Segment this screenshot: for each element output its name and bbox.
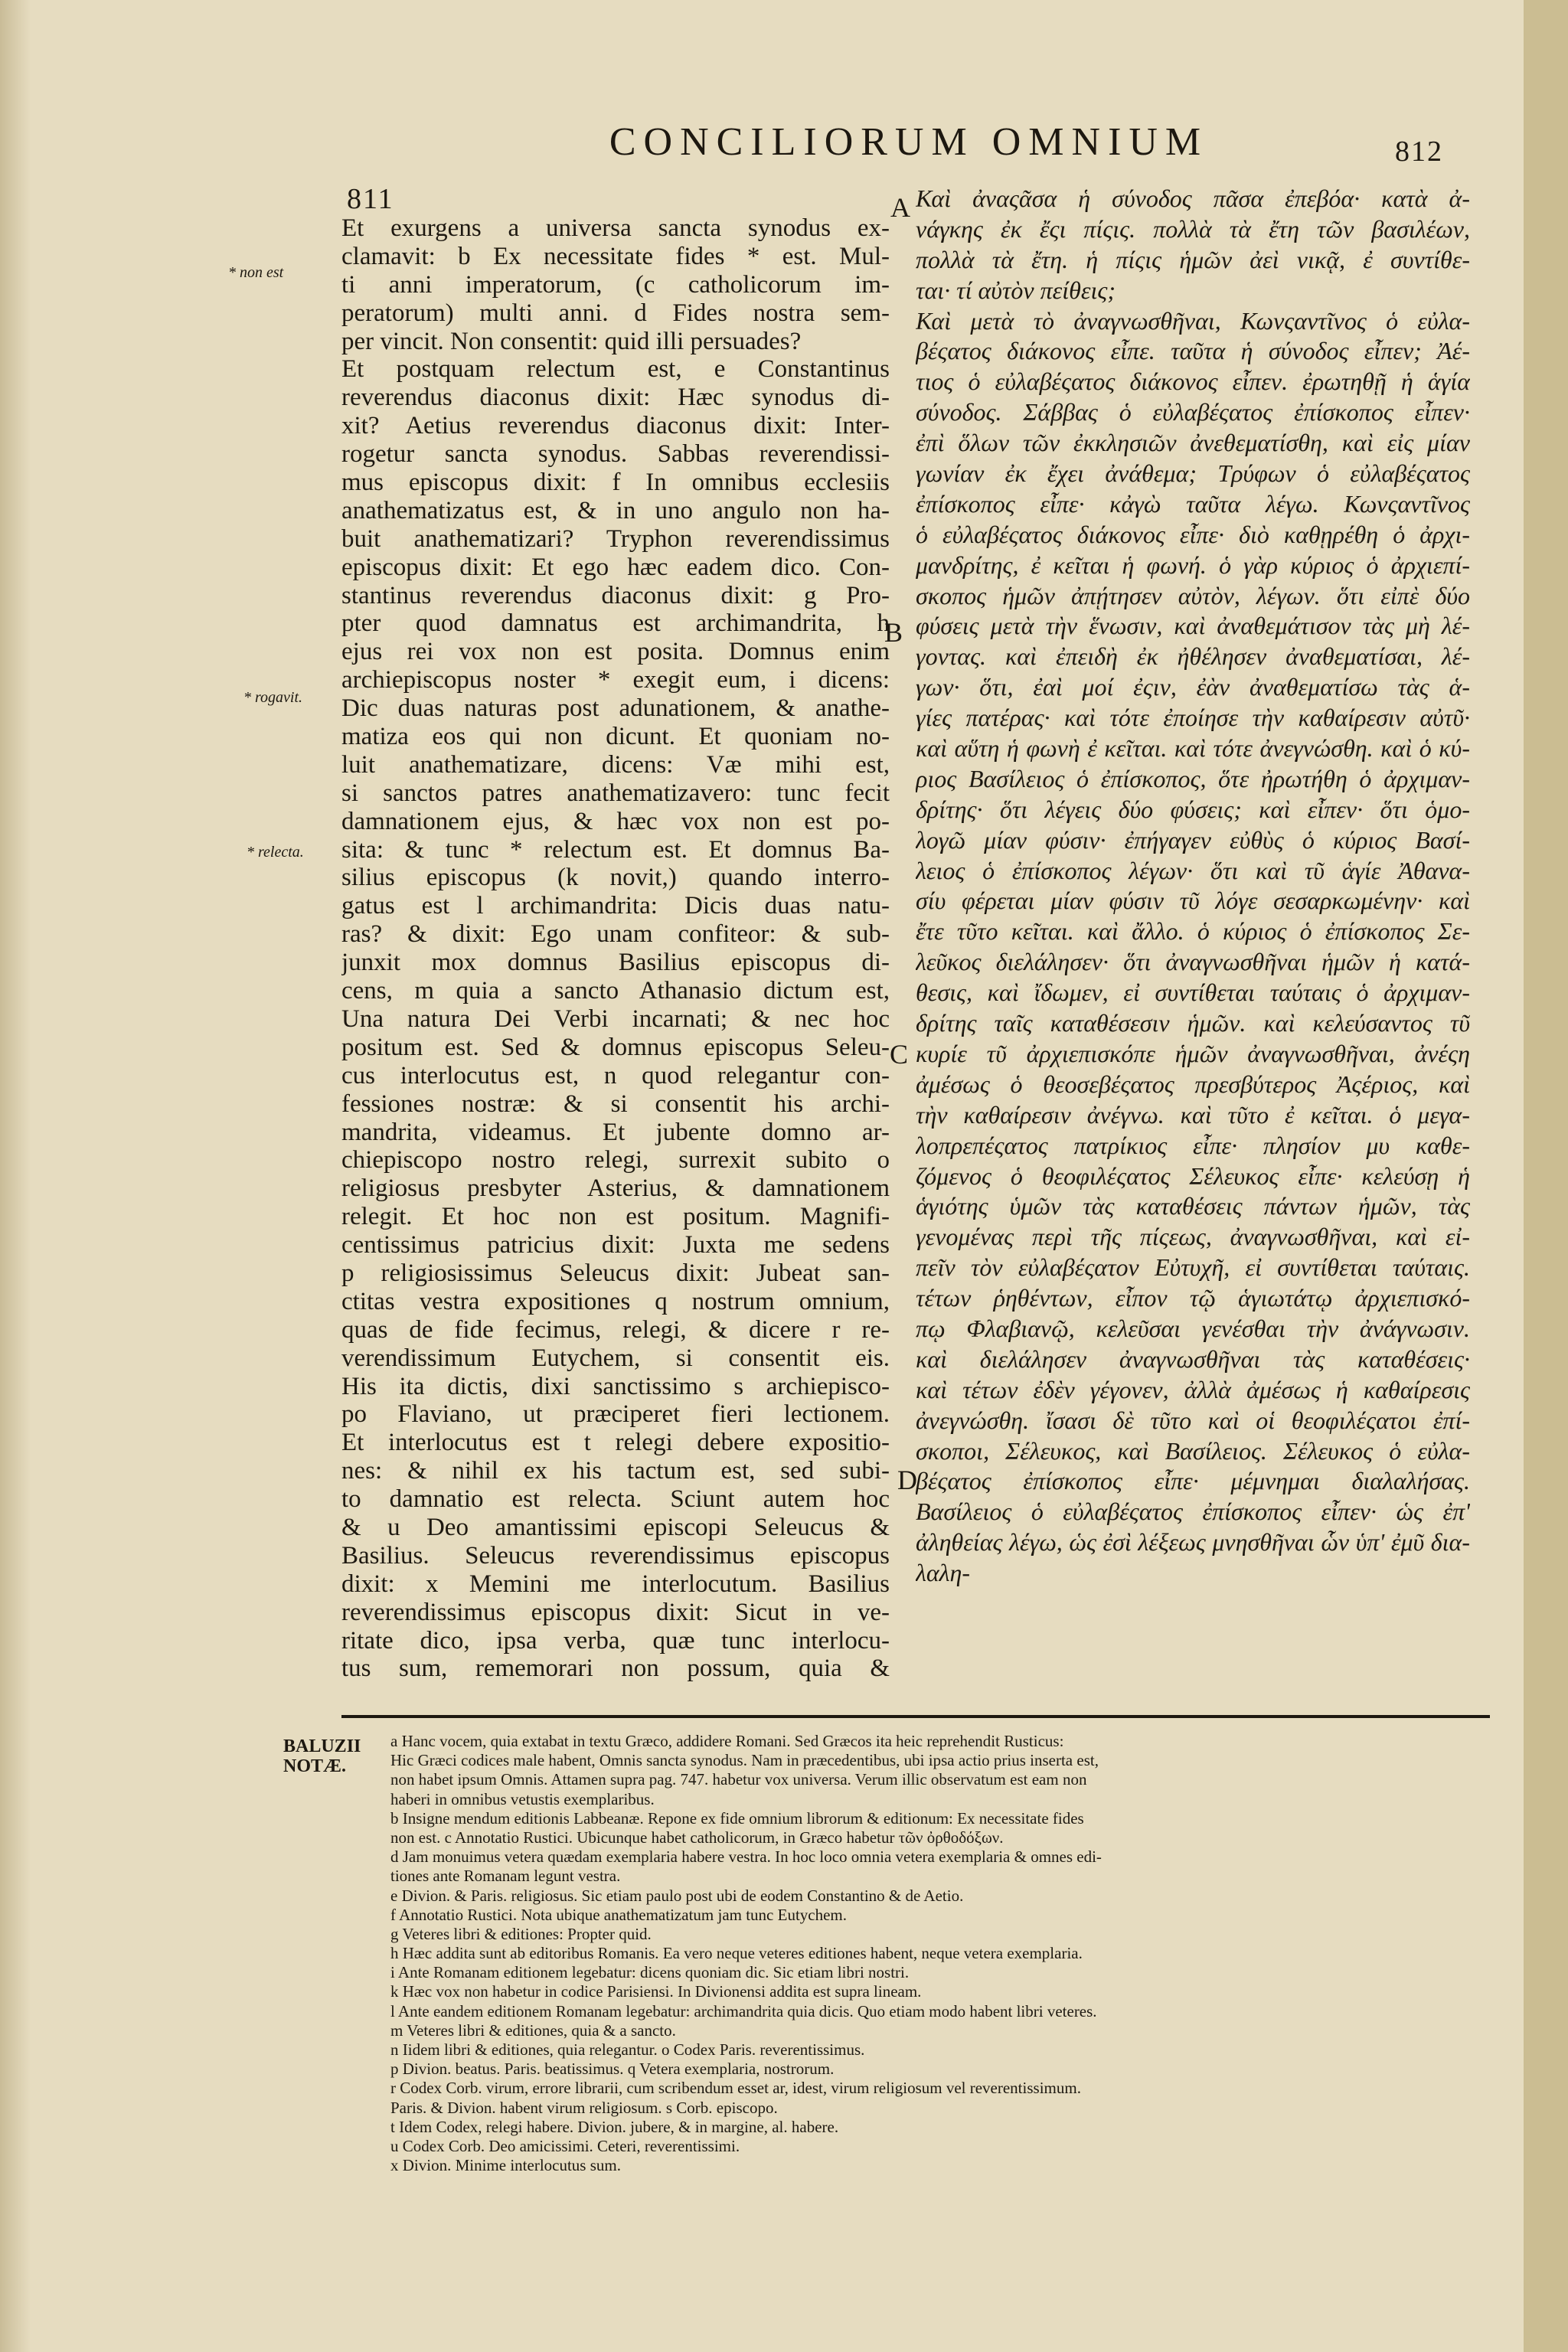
text-line: dixit: x Memini me interlocutum. Basilius (341, 1570, 890, 1598)
text-line: & u Deo amantissimi episcopi Seleucus & (341, 1513, 890, 1541)
text-line: archiepiscopus noster * exegit eum, i dicens: (341, 666, 890, 694)
binding-shadow (0, 0, 31, 2352)
text-line: verendissimum Eutychem, si consentit eis. (341, 1344, 890, 1372)
footnote: l Ante eandem editionem Romanam legebatur: archimandrita quia dicis. Quo etiam modo habent libri veteres. (390, 2001, 1097, 2020)
footnote: non habet ipsum Omnis. Attamen supra pag. 747. habetur vox universa. Verum illic observatum est eam non (390, 1770, 1087, 1789)
text-line: peratorum) multi anni. d Fides nostra sem- (341, 299, 890, 327)
text-line: Καὶ μετὰ τὸ ἀναγνωσθῆναι, Κωνςαντῖνος ὁ εὐλα- (916, 306, 1470, 335)
text-line: ἐπίσκοπος εἶπε· κἀγὼ ταῦτα λέγω. Κωνςαντῖνος (916, 489, 1470, 518)
section-letter-b: B (884, 617, 903, 648)
margin-note: * non est (228, 264, 284, 281)
greek-column (916, 184, 1470, 1589)
text-line: δρίτης· ὅτι λέγεις δύο φύσεις; καὶ εἶπεν· ὅτι ὁμο- (916, 795, 1470, 823)
footnote: tiones ante Romanam legunt vestra. (390, 1867, 621, 1886)
text-line: ζόμενος ὁ θεοφιλέςατος Σέλευκος εἶπε· κελεύσῃ ἡ (916, 1161, 1470, 1190)
text-line: λοπρεπέςατος πατρίκιος εἶπε· πλησίον μυ καθε- (916, 1131, 1470, 1159)
text-line: λεῦκος διελάλησεν· ὅτι ἀναγνωσθῆναι ἡμῶν ἡ κατά- (916, 948, 1470, 976)
text-line: δρίτης ταῖς καταθέσεσιν ἡμῶν. καὶ κελεύσαντος τῦ (916, 1009, 1470, 1037)
text-line: ctitas vestra expositiones q nostrum omnium, (341, 1287, 890, 1315)
footnote: Hic Græci codices male habent, Omnis sancta synodus. Nam in præcedentibus, ubi ipsa actio prius inserta est, (390, 1751, 1099, 1770)
text-line: καὶ αὕτη ἡ φωνὴ ἐ κεῖται. καὶ τότε ἀνεγνώσθη. καὶ ὁ κύ- (916, 734, 1470, 763)
text-line: λειος ὁ ἐπίσκοπος λέγων· ὅτι καὶ τῦ ἁγίε Ἀθανα- (916, 856, 1470, 884)
text-line: cus interlocutus est, n quod relegantur con- (341, 1061, 890, 1089)
text-line: ritate dico, ipsa verba, quæ tunc interlocu- (341, 1626, 890, 1655)
footnote: u Codex Corb. Deo amicissimi. Ceteri, reverentissimi. (390, 2136, 740, 2155)
text-line: anathematizatus est, & in uno angulo non ha- (341, 496, 890, 524)
text-line: relegit. Et hoc non est positum. Magnifi- (341, 1203, 890, 1231)
notes-heading (283, 1736, 361, 1776)
text-line: to damnatio est relecta. Sciunt autem hoc (341, 1485, 890, 1514)
text-line: ὁ εὐλαβέςατος διάκονος εἶπε· διὸ καθῃρέθη ὁ ἀρχι- (916, 520, 1470, 548)
text-line: buit anathematizari? Tryphon reverendissimus (341, 524, 890, 553)
text-line: His ita dictis, dixi sanctissimo s archiepisco- (341, 1372, 890, 1400)
section-letter-d: D (897, 1465, 917, 1495)
text-line: Dic duas naturas post adunationem, & anathe- (341, 694, 890, 723)
text-line: ras? & dixit: Ego unam confiteor: & sub- (341, 920, 890, 949)
text-line: κυρίε τῦ ἀρχιεπισκόπε ἡμῶν ἀναγνωσθῆναι, ἀνέςη (916, 1039, 1470, 1067)
text-line: xit? Aetius reverendus diaconus dixit: Inter- (341, 412, 890, 440)
text-line: matiza eos qui non dicunt. Et quoniam no- (341, 723, 890, 751)
text-line: ἀμέσως ὁ θεοσεβέςατος πρεσβύτερος Ἀςέριος, καὶ (916, 1070, 1470, 1098)
text-line: ἔτε τῦτο κεῖται. καὶ ἄλλο. ὁ κύριος ὁ ἐπίσκοπος Σε- (916, 917, 1470, 946)
text-line: damnationem ejus, & hæc vox non est po- (341, 807, 890, 835)
text-line: si sanctos patres anathematizavero: tunc fecit (341, 779, 890, 807)
text-line: Καὶ ἀναςᾶσα ἡ σύνοδος πᾶσα ἐπεβόα· κατὰ ἀ- (916, 185, 1470, 212)
text-line: religiosus presbyter Asterius, & damnationem (341, 1174, 890, 1203)
text-line: mandrita, videamus. Et jubente domno ar- (341, 1118, 890, 1146)
footnote: h Hæc addita sunt ab editoribus Romanis. Ea vero neque veteres editiones habent, neque vetera exemplaria. (390, 1944, 1083, 1963)
text-line: positum est. Sed & domnus episcopus Seleu- (341, 1033, 890, 1061)
text-line: σύνοδος. Σάββας ὁ εὐλαβέςατος ἐπίσκοπος εἶπεν· (916, 398, 1470, 426)
text-line: cens, m quia a sancto Athanasio dictum est, (341, 977, 890, 1005)
text-line: ἁγιότης ὑμῶν τὰς καταθέσεις πάντων ἡμῶν, τὰς (916, 1192, 1470, 1220)
text-line: γοντας. καὶ ἐπειδὴ ἐκ ἠθέλησεν ἀναθεματίσαι, λέ- (916, 642, 1470, 671)
text-line: episcopus dixit: Et ego hæc eadem dico. Con- (341, 553, 890, 581)
notes-heading-line: NOTÆ. (283, 1756, 347, 1776)
text-line: λογῶ μίαν φύσιν· ἐπήγαγεν εὐθὺς ὁ κύριος Βασί- (916, 825, 1470, 854)
footnote: t Idem Codex, relegi habere. Divion. jubere, & in margine, al. habere. (390, 2117, 839, 2136)
page-number-right: 812 (1395, 136, 1443, 168)
text-line: γωνίαν ἐκ ἔχει ἀνάθεμα; Τρύφων ὁ εὐλαβέςατος (916, 459, 1470, 488)
text-line: σκοπος ἡμῶν ἀπῄτησεν αὐτὸν, λέγων. ὅτι εἰπὲ δύο (916, 581, 1470, 609)
text-line: σκοποι, Σέλευκος, καὶ Βασίλειος. Σέλευκος ὁ εὐλα- (916, 1436, 1470, 1465)
text-line: βέςατος διάκονος εἶπε. ταῦτα ἡ σύνοδος εἶπεν; Ἀέ- (916, 337, 1470, 365)
footnote: d Jam monuimus vetera quædam exemplaria habere vestra. In hoc loco omnia vetera exemplaria & omnes edi- (390, 1847, 1102, 1867)
footnote: haberi in omnibus vetustis exemplaribus. (390, 1789, 655, 1808)
text-line: pter quod damnatus est archimandrita, h (341, 609, 890, 638)
text-line: tus sum, rememorari non possum, quia & (341, 1655, 890, 1683)
text-line: Et exurgens a universa sancta synodus ex- (341, 214, 890, 242)
text-line: ἀληθείας λέγω, ὡς ἐσὶ λέξεως μνησθῆναι ὧν ὑπ' ἐμῦ δια- (916, 1528, 1470, 1557)
text-line: σίυ φέρεται μίαν φύσιν τῦ λόγε σεσαρκωμένην· καὶ (916, 887, 1470, 915)
page-number-left: 811 (347, 183, 394, 215)
text-line: τὴν καθαίρεσιν ἀνέγνω. καὶ τῦτο ἐ κεῖται. ὁ μεγα- (916, 1100, 1470, 1129)
text-line: Basilius. Seleucus reverendissimus episcopus (341, 1541, 890, 1570)
text-line: ριος Βασίλειος ὁ ἐπίσκοπος, ὅτε ἠρωτήθη ὁ ἀρχιμαν- (916, 764, 1470, 792)
text-line: p religiosissimus Seleucus dixit: Jubeat san- (341, 1259, 890, 1287)
latin-column (341, 214, 890, 1683)
footnote: e Divion. & Paris. religiosus. Sic etiam paulo post ubi de eodem Constantino & de Aetio. (390, 1886, 964, 1905)
text-line: Una natura Dei Verbi incarnati; & nec hoc (341, 1004, 890, 1033)
text-line: silius episcopus (k novit,) quando interro- (341, 864, 890, 892)
text-line: νάγκης ἐκ ἔςι πίςις. πολλὰ τὰ ἔτη τῶν βασιλέων, (916, 214, 1470, 243)
footnote: m Veteres libri & editiones, quia & a sancto. (390, 2020, 676, 2040)
text-line: per vincit. Non consentit: quid illi persuades? (341, 327, 802, 355)
text-line: reverendissimus episcopus dixit: Sicut in ve- (341, 1598, 890, 1626)
footnote: f Annotatio Rustici. Nota ubique anathematizatum jam tunc Eutychem. (390, 1905, 848, 1924)
footnote: r Codex Corb. virum, errore librarii, cum scribendum esset ar, idest, virum religiosum vel reverentissimum. (390, 2079, 1081, 2098)
text-line: θεσις, καὶ ἴδωμεν, εἰ συντίθεται ταύταις ὁ ἀρχιμαν- (916, 978, 1470, 1007)
section-letter-c: C (890, 1039, 909, 1070)
text-line: τιος ὁ εὐλαβέςατος διάκονος εἶπεν. ἐρωτηθῇ ἡ ἁγία (916, 368, 1470, 396)
text-line: λαλη- (916, 1559, 971, 1587)
text-line: rogetur sancta synodus. Sabbas reverendissi- (341, 440, 890, 469)
text-line: βέςατος ἐπίσκοπος εἶπε· μέμνημαι διαλαλήσας. (916, 1467, 1470, 1495)
text-line: Et interlocutus est t relegi debere expositio- (341, 1429, 890, 1457)
footnote: non est. c Annotatio Rustici. Ubicunque habet catholicorum, in Græco habetur τῶν ὀρθοδόξων. (390, 1828, 1004, 1847)
footnote: x Divion. Minime interlocutus sum. (390, 2156, 621, 2175)
running-head: CONCILIORUM OMNIUM (609, 120, 1209, 164)
text-line: γων· ὅτι, ἐαὶ μοί ἐςιν, ἐὰν ἀναθεματίσω τὰς ἁ- (916, 673, 1470, 701)
text-line: μανδρίτης, ἐ κεῖται ἡ φωνή. ὁ γὰρ κύριος ὁ ἀρχιεπί- (916, 550, 1470, 579)
text-line: mus episcopus dixit: f In omnibus ecclesiis (341, 469, 890, 497)
notes-heading-line: BALUZII (283, 1736, 361, 1756)
text-line: nes: & nihil ex his tactum est, sed subi- (341, 1457, 890, 1485)
footnote: n Iidem libri & editiones, quia relegantur. o Codex Paris. reverentissimus. (390, 2040, 865, 2059)
text-line: gatus est l archimandrita: Dicis duas natu- (341, 892, 890, 920)
text-line: luit anathematizare, dicens: Væ mihi est, (341, 750, 890, 779)
text-line: reverendus diaconus dixit: Hæc synodus di- (341, 384, 890, 412)
text-line: καὶ τέτων ἐδὲν γέγονεν, ἀλλὰ ἀμέσως ἡ καθαίρεσις (916, 1375, 1470, 1403)
footnote: Paris. & Divion. habent virum religiosum. s Corb. episcopo. (390, 2098, 778, 2117)
text-line: τέτων ῥηθέντων, εἶπον τῷ ἁγιωτάτῳ ἀρχιεπισκό- (916, 1284, 1470, 1312)
text-line: fessiones nostræ: & si consentit his archi- (341, 1089, 890, 1118)
text-line: ἀνεγνώσθη. ἴσασι δὲ τῦτο καὶ οἱ θεοφιλέςατοι ἐπί- (916, 1406, 1470, 1434)
text-line: πολλὰ τὰ ἔτη. ἡ πίςις ἡμῶν ἀεὶ νικᾷ, ἐ συντίθε- (916, 245, 1470, 273)
section-letter-a: A (890, 192, 910, 223)
footnote-rule (341, 1715, 1490, 1718)
text-line: πῳ Φλαβιανῷ, κελεῦσαι γενέσθαι τὴν ἀνάγνωσιν. (916, 1314, 1470, 1342)
text-line: ti anni imperatorum, (c catholicorum im- (341, 270, 890, 299)
margin-note: * rogavit. (243, 689, 303, 706)
footnote: p Divion. beatus. Paris. beatissimus. q Vetera exemplaria, nostrorum. (390, 2060, 835, 2079)
text-line: γενομένας περὶ τῆς πίςεως, ἀναγνωσθῆναι, καὶ εἰ- (916, 1223, 1470, 1251)
footnote: k Hæc vox non habetur in codice Parisiensi. In Divionensi addita est supra lineam. (390, 1982, 922, 2001)
text-line: po Flaviano, ut præciperet fieri lectionem. (341, 1400, 890, 1429)
text-line: quas de fide fecimus, relegi, & dicere r re- (341, 1315, 890, 1344)
text-line: stantinus reverendus diaconus dixit: g Pro- (341, 581, 890, 609)
footnote: g Veteres libri & editiones: Propter quid. (390, 1924, 652, 1943)
footnote: b Insigne mendum editionis Labbeanæ. Repone ex fide omnium librorum & editionum: Ex necessitate fides (390, 1808, 1084, 1828)
text-line: φύσεις μετὰ τὴν ἕνωσιν, καὶ ἀναθεμάτισον τὰς μὴ λέ- (916, 612, 1470, 640)
text-line: καὶ διελάλησεν ἀναγνωσθῆναι τὰς καταθέσεις· (916, 1344, 1470, 1373)
footnotes (390, 1732, 1493, 2175)
footnote: a Hanc vocem, quia extabat in textu Græco, addidere Romani. Sed Græcos ita heic reprehendit Rusticus: (390, 1732, 1064, 1750)
text-line: ejus rei vox non est posita. Domnus enim (341, 638, 890, 666)
text-line: junxit mox domnus Basilius episcopus di- (341, 949, 890, 977)
text-line: ἐπὶ ὅλων τῶν ἐκκλησιῶν ἀνεθεματίσθη, καὶ εἰς μίαν (916, 429, 1470, 457)
text-line: γίες πατέρας· καὶ τότε ἐποίησε τὴν καθαίρεσιν αὐτῦ· (916, 704, 1470, 732)
text-line: πεῖν τὸν εὐλαβέςατον Εὐτυχῆ, εἰ συντίθεται ταύταις. (916, 1253, 1470, 1282)
text-line: sita: & tunc * relectum est. Et domnus Ba- (341, 835, 890, 864)
footnote: i Ante Romanam editionem legebatur: dicens quoniam dic. Sic etiam libri nostri. (390, 1963, 910, 1982)
text-line: Βασίλειος ὁ εὐλαβέςατος ἐπίσκοπος εἶπεν· ὡς ἐπ' (916, 1498, 1470, 1526)
text-line: Et postquam relectum est, e Constantinus (341, 355, 890, 384)
text-line: clamavit: b Ex necessitate fides * est. Mul- (341, 242, 890, 270)
text-line: ται· τί αὐτὸν πείθεις; (916, 276, 1116, 304)
margin-note: * relecta. (247, 844, 304, 861)
text-line: centissimus patricius dixit: Juxta me sedens (341, 1231, 890, 1259)
text-line: chiepiscopo nostro relegi, surrexit subito o (341, 1146, 890, 1174)
next-page-edge (1524, 0, 1568, 2352)
